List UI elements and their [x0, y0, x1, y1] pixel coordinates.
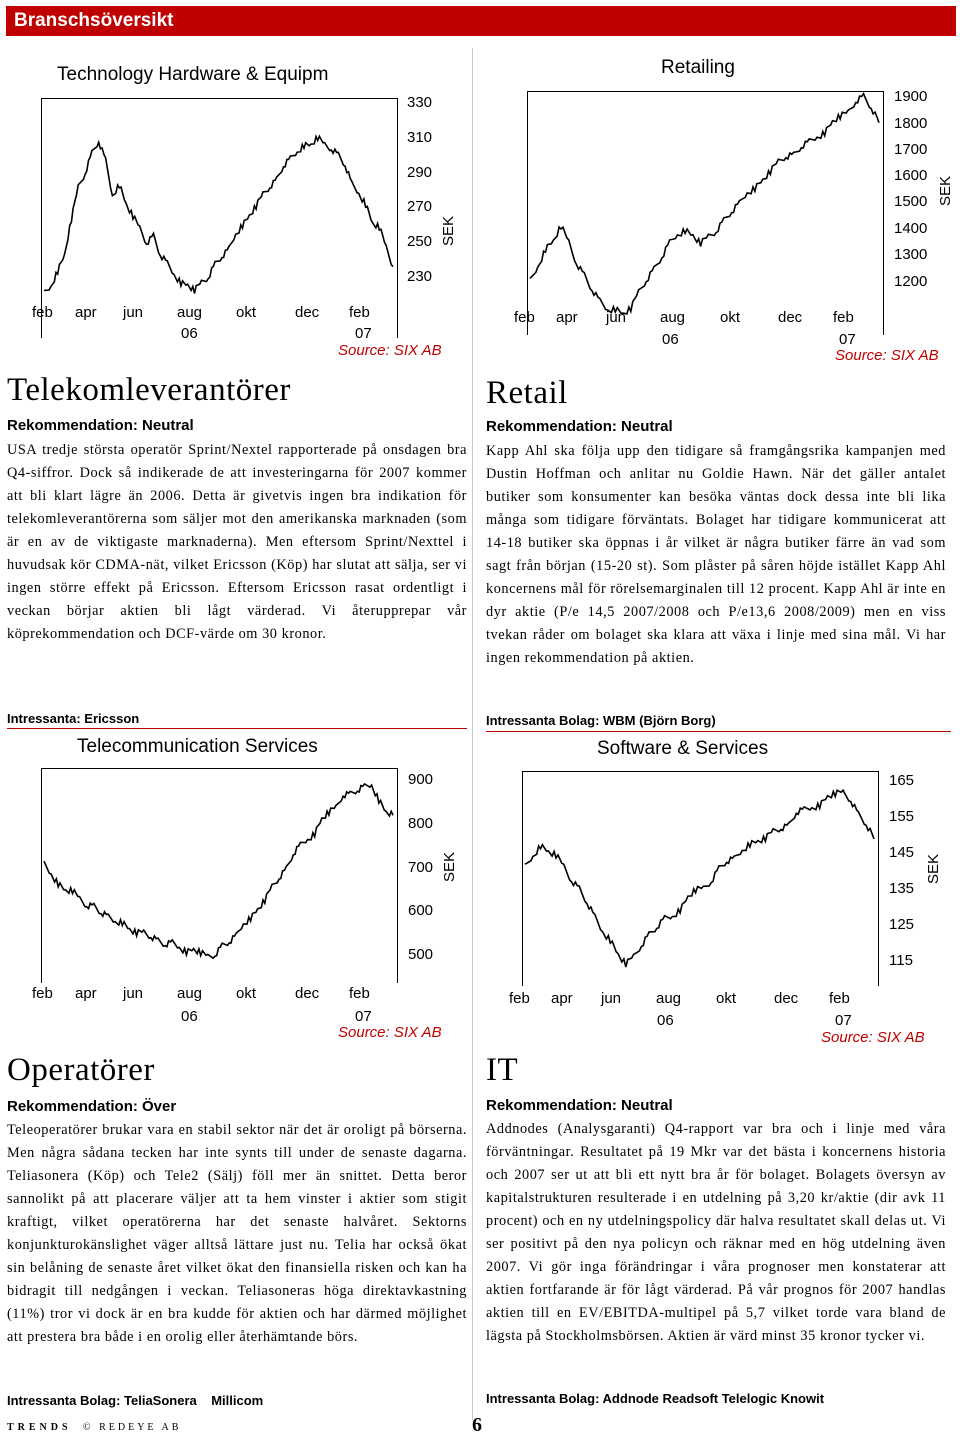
x-tick: feb — [829, 990, 850, 1007]
recommendation-operatorer: Rekommendation: Över — [7, 1098, 177, 1115]
recommendation-it: Rekommendation: Neutral — [486, 1097, 673, 1114]
x-tick: dec — [295, 985, 320, 1002]
chart-plot-tech — [41, 98, 398, 338]
y-tick: 800 — [408, 815, 434, 832]
divider — [486, 731, 951, 732]
x-tick: feb — [32, 985, 53, 1002]
x-year: 06 — [181, 325, 198, 342]
x-tick: okt — [236, 304, 257, 321]
y-tick: 330 — [407, 94, 433, 111]
divider — [7, 728, 467, 729]
series-line-telecom — [44, 784, 393, 958]
x-tick: jun — [601, 990, 622, 1007]
x-tick: dec — [295, 304, 320, 321]
y-tick: 1400 — [894, 220, 928, 237]
y-tick: 135 — [889, 880, 915, 897]
y-tick: 290 — [407, 164, 433, 181]
body-text-operatorer: Teleoperatörer brukar vara en stabil sektor när det är oroligt på börserna. Men några sådana tecken har inte synts till under de senaste dagarna. Teliasonera (Köp) och Tele2 (Sälj) föll mer än snittet. Detta beror sannolikt på att placerare väljer att ta hem vinster i aktier som stigit kraftigt, vilket operatörerna har det senaste halvåret. Sektorns konjunkturokänslighet väger alltså lättare just nu. Telia har också ökat sin belåning de senaste året vilket ökat den finansiella risken och kan ha bidragit till nedgången i veckan. Teliasoneras höga direktavkastning (11%) tror vi dock är en bra kudde för aktien och har därmed möjlighet att prestera bra både i en orolig eller återhämtande börs. — [7, 1122, 467, 1345]
x-tick: aug — [656, 990, 682, 1007]
x-year: 07 — [839, 331, 856, 348]
interesting-retail: Intressanta Bolag: WBM (Björn Borg) — [486, 713, 716, 728]
x-year: 06 — [181, 1008, 198, 1025]
y-tick: 1300 — [894, 246, 928, 263]
y-unit: SEK — [925, 853, 942, 884]
header-title: Branschsöversikt — [14, 10, 174, 31]
footer-copyright: © REDEYE AB — [83, 1422, 182, 1433]
y-tick: 500 — [408, 946, 434, 963]
y-tick: 115 — [889, 952, 913, 969]
chart-title: Telecommunication Services — [77, 736, 318, 757]
section-title-operatorer: Operatörer — [7, 1052, 155, 1088]
interesting-it: Intressanta Bolag: Addnode Readsoft Telelogic Knowit — [486, 1391, 825, 1406]
x-year: 06 — [657, 1012, 674, 1029]
x-tick: okt — [716, 990, 737, 1007]
body-text-telekom: USA tredje största operatör Sprint/Nextel rapporterade på onsdagen bra Q4-siffror. Dock så indikerade de att investeringarna för 2007 kommer att bli klart lägre än 2006. Detta är givetvis ingen bra indikation för telekomleverantörerna som säljer mot den amerikanska marknaden (som är en av de viktigaste marknaderna). Men eftersom Sprint/Nexttel i huvudsak kör CDMA-nät, vilket Ericsson (Köp) har slutat att sälja, ser vi ingen större effekt på Ericsson. Eftersom Ericsson rasat ordentligt i veckan börjar aktien bli lågt värderad. Vi återupprepar vår köprekommendation och DCF-värde om 30 kronor. — [7, 442, 467, 642]
y-unit: SEK — [440, 215, 457, 246]
x-year: 07 — [835, 1012, 852, 1029]
y-tick: 700 — [408, 859, 434, 876]
chart-title: Technology Hardware & Equipm — [57, 64, 329, 85]
y-tick: 125 — [889, 916, 915, 933]
chart-telecom — [0, 732, 472, 1042]
recommendation-retail: Rekommendation: Neutral — [486, 418, 673, 435]
x-tick: feb — [833, 309, 854, 326]
footer-brand: TRENDS — [7, 1422, 72, 1433]
chart-software — [480, 734, 960, 1044]
interesting-operatorer: Intressanta Bolag: TeliaSonera Millicom — [7, 1393, 264, 1408]
y-unit: SEK — [441, 851, 458, 882]
x-year: 06 — [662, 331, 679, 348]
y-unit: SEK — [937, 175, 954, 206]
chart-source: Source: SIX AB — [835, 347, 939, 364]
section-title-it: IT — [486, 1052, 519, 1088]
x-tick: dec — [778, 309, 803, 326]
chart-source: Source: SIX AB — [338, 1024, 442, 1041]
y-tick: 250 — [407, 233, 433, 250]
y-tick: 900 — [408, 771, 434, 788]
body-text-it: Addnodes (Analysgaranti) Q4-rapport var bra och i linje med våra förväntningar. Resultatet på 19 Mkr var det bästa i koncernens historia och 2007 ser ut att bli ett nytt bra år för bolaget. Bolagets översyn av kapitalstrukturen resulterade i en utdelning på 3,20 kr/aktie (dir avk 11 procent) och en ny utdelningspolicy där halva resultatet skall delas ut. Vi ser positivt på den nya policyn och räknar med en hög utdelning även 2007. Vi gör inga förändringar i våra prognoser men konstaterar att aktien fortfarande är för lågt värderad. På vår prognos för 2007 handlas aktien till en EV/EBITDA-multipel på 5,7 vilket torde vara bland de lägsta på Stockholmsbörsen. Aktien är värd minst 35 kronor tycker vi. — [486, 1121, 946, 1344]
chart-title: Retailing — [661, 57, 735, 78]
x-tick: apr — [556, 309, 578, 326]
series-line-retailing — [530, 94, 879, 314]
interesting-telekom: Intressanta: Ericsson — [7, 711, 140, 726]
x-tick: apr — [75, 985, 97, 1002]
y-tick: 1700 — [894, 141, 928, 158]
x-tick: apr — [75, 304, 97, 321]
chart-title: Software & Services — [597, 738, 769, 759]
chart-source: Source: SIX AB — [821, 1029, 925, 1046]
y-tick: 145 — [889, 844, 915, 861]
x-tick: feb — [514, 309, 535, 326]
x-year: 07 — [355, 1008, 372, 1025]
x-tick: aug — [660, 309, 686, 326]
y-tick: 270 — [407, 198, 433, 215]
chart-retailing — [480, 40, 960, 370]
y-tick: 1600 — [894, 167, 928, 184]
y-tick: 1200 — [894, 273, 928, 290]
x-tick: dec — [774, 990, 799, 1007]
chart-source: Source: SIX AB — [338, 342, 442, 359]
y-tick: 1900 — [894, 88, 928, 105]
x-tick: aug — [177, 985, 203, 1002]
header-bar — [6, 6, 956, 36]
x-year: 07 — [355, 325, 372, 342]
column-divider — [472, 48, 473, 1420]
y-tick: 230 — [407, 268, 433, 285]
x-tick: apr — [551, 990, 573, 1007]
chart-plot-telecom — [41, 768, 398, 983]
body-text-retail: Kapp Ahl ska följa upp den tidigare så framgångsrika kampanjen med Dustin Hoffman och anlitar nu Goldie Hawn. När det gäller antalet butiker som konsumenter kan besöka väntas dock dessa inte bli lika många som tidigare förväntats. Bolaget har tidigare kommunicerat att 14-18 butiker ska öppnas i år vilket är några butiker färre än vad som sagt från början (15-20 st). Som plåster på såren höjde istället Kapp Ahl koncernens mål för rörelsemarginalen till 12 procent. Kapp Ahl är inte en dyr aktie (P/e 14,5 2007/2008 och P/e13,6 2008/2009) men en viss tvekan råder om bolaget ska klara att växa i linje med sina mål. Vi har ingen rekommendation på aktien. — [486, 443, 946, 666]
chart-plot-software — [522, 771, 879, 986]
y-tick: 1500 — [894, 193, 928, 210]
chart-tech — [0, 40, 472, 370]
y-tick: 165 — [889, 772, 915, 789]
x-tick: feb — [349, 304, 370, 321]
series-line-software — [525, 790, 874, 967]
x-tick: jun — [123, 985, 144, 1002]
x-tick: okt — [720, 309, 741, 326]
series-line-tech — [44, 136, 393, 293]
chart-plot-retailing — [527, 91, 884, 335]
x-tick: jun — [123, 304, 144, 321]
section-title-telekom: Telekomleverantörer — [7, 372, 291, 408]
x-tick: feb — [32, 304, 53, 321]
y-tick: 1800 — [894, 115, 928, 132]
recommendation-telekom: Rekommendation: Neutral — [7, 417, 194, 434]
y-tick: 600 — [408, 902, 434, 919]
page-number: 6 — [472, 1414, 482, 1436]
x-tick: jun — [606, 309, 627, 326]
x-tick: okt — [236, 985, 257, 1002]
x-tick: aug — [177, 304, 203, 321]
y-tick: 310 — [407, 129, 433, 146]
x-tick: feb — [349, 985, 370, 1002]
section-title-retail: Retail — [486, 375, 568, 411]
y-tick: 155 — [889, 808, 915, 825]
x-tick: feb — [509, 990, 530, 1007]
